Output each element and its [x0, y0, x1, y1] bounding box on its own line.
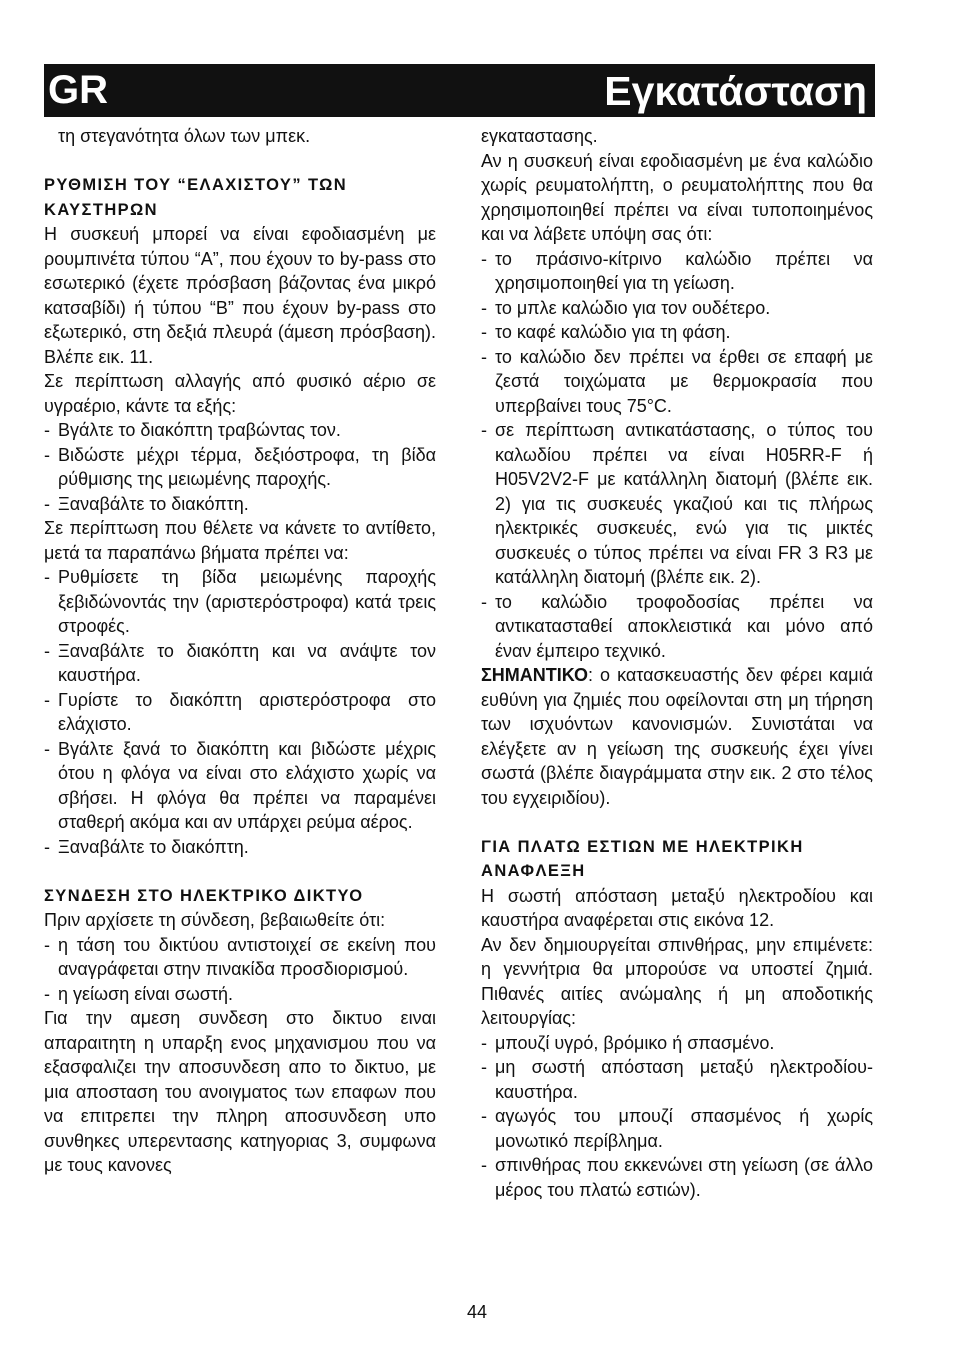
paragraph: Σε περίπτωση που θέλετε να κάνετε το αντίθετο, μετά τα παραπάνω βήματα πρέπει να:	[44, 518, 436, 563]
cause-list	[481, 1031, 873, 1203]
intro-text: τη στεγανότητα όλων των μπεκ.	[58, 126, 311, 146]
list-item: - Βιδώστε μέχρι τέρμα, δεξιόστροφα, τη βίδα ρύθμισης της μειωμένης παροχής.	[44, 443, 436, 492]
list-item: - Ξαναβάλτε το διακόπτη.	[44, 835, 436, 860]
list-item: - Βγάλτε το διακόπτη τραβώντας τον.	[44, 418, 436, 443]
list-item: - το καλώδιο τροφοδοσίας πρέπει να αντικατασταθεί αποκλειστικά και μόνο από έναν έμπειρο τεχνικό.	[481, 590, 873, 664]
section-heading-electric-ignition: ΓΙΑ ΠΛΑΤΩ ΕΣΤΙΩΝ ΜΕ ΗΛΕΚΤΡΙΚΗ ΑΝΑΦΛΕΞΗ	[481, 837, 804, 880]
list-item: - η γείωση είναι σωστή.	[44, 982, 436, 1007]
list-item: - σε περίπτωση αντικατάστασης, ο τύπος του καλωδίου πρέπει να είναι H05RR-F ή H05V2V2-F με κατάλληλη διατομή (βλέπε εικ. 2) για τις συσκευές γκαζιού και τις πλήρως ηλεκτρικές συσκευές, ενώ για τις μικτές συσκευές ο τύπος πρέπει να είναι FR 3 R3 με κατάλληλη διατομή (βλέπε εικ. 2).	[481, 418, 873, 590]
language-code: GR	[48, 68, 108, 112]
list-item: - μη σωστή απόσταση μεταξύ ηλεκτροδίου-καυστήρα.	[481, 1055, 873, 1104]
list-item: - η τάση του δικτύου αντιστοιχεί σε εκείνη που αναγράφεται στην πινακίδα προσδιορισμού.	[44, 933, 436, 982]
paragraph: Πριν αρχίσετε τη σύνδεση, βεβαιωθείτε ότι:	[44, 910, 386, 930]
list-item: - Ρυθμίσετε τη βίδα μειωμένης παροχής ξεβιδώνοντάς την (αριστερόστροφα) κατά τρεις στροφές.	[44, 565, 436, 639]
list-item: - αγωγός του μπουζί σπασμένος ή χωρίς μονωτικό περίβλημα.	[481, 1104, 873, 1153]
important-label: ΣΗΜΑΝΤΙΚΟ	[481, 665, 588, 685]
list-item: - Γυρίστε το διακόπτη αριστερόστροφα στο ελάχιστο.	[44, 688, 436, 737]
check-list	[44, 933, 436, 1007]
paragraph: Αν η συσκευή είναι εφοδιασμένη με ένα καλώδιο χωρίς ρευματολήπτη, ο ρευματολήπτης που θα χρησιμοποιηθεί πρέπει να είναι τυποποιημένος και να λάβετε υπόψη σας ότι:	[481, 150, 873, 244]
list-item: - σπινθήρας που εκκενώνει στη γείωση (σε άλλο μέρος του πλατώ εστιών).	[481, 1153, 873, 1202]
list-item: - το πράσινο-κίτρινο καλώδιο πρέπει να χρησιμοποιηθεί για τη γείωση.	[481, 247, 873, 296]
paragraph: Αν δεν δημιουργείται σπινθήρας, μην επιμένετε: η γεννήτρια θα μπορούσε να υποστεί ζημιά. Πιθανές αιτίες ανώμαλης ή μη αποδοτικής λειτουργίας:	[481, 934, 873, 1028]
list-item: - Ξαναβάλτε το διακόπτη και να ανάψτε τον καυστήρα.	[44, 639, 436, 688]
list-item: - το μπλε καλώδιο για τον ουδέτερο.	[481, 296, 873, 321]
list-item: - το καλώδιο δεν πρέπει να έρθει σε επαφή με ζεστά τοιχώματα με θερμοκρασία που υπερβαίνει τους 75°C.	[481, 345, 873, 419]
left-column	[44, 124, 436, 1178]
step-list	[44, 418, 436, 516]
list-item: - Ξαναβάλτε το διακόπτη.	[44, 492, 436, 517]
paragraph: Η σωστή απόσταση μεταξύ ηλεκτροδίου και καυστήρα αναφέρεται στις εικόνα 12.	[481, 885, 873, 930]
page-title: Εγκατάσταση	[604, 68, 867, 114]
important-text: : ο κατασκευαστής δεν φέρει καμιά ευθύνη για ζημιές που οφείλονται στη μη τήρηση των ισχυόντων κανονισμών. Συνιστάται να ελέγξετε αν η γείωση της συσκευής έχει γίνει σωστά (βλέπε διαγράμματα στην εικ. 2 στο τέλος του εγχειριδίου).	[481, 665, 873, 808]
step-list	[44, 565, 436, 859]
important-note	[481, 663, 873, 810]
list-item: - το καφέ καλώδιο για τη φάση.	[481, 320, 873, 345]
paragraph: Σε περίπτωση αλλαγής από φυσικό αέριο σε υγραέριο, κάντε τα εξής:	[44, 371, 436, 416]
section-heading-electrical-connection: ΣΥΝΔΕΣΗ ΣΤΟ ΗΛΕΚΤΡΙΚΟ ΔΙΚΤΥΟ	[44, 886, 364, 905]
page-header	[44, 64, 875, 117]
list-item: - Βγάλτε ξανά το διακόπτη και βιδώστε μέχρις ότου η φλόγα να είναι στο ελάχιστο χωρίς να σβήσει. Η φλόγα θα πρέπει να παραμένει σταθερή ακόμα και αν υπάρχει ρεύμα αέρος.	[44, 737, 436, 835]
paragraph: Η συσκευή μπορεί να είναι εφοδιασμένη με ρουμπινέτα τύπου “A”, που έχουν το by-pass στο εσωτερικό (έχετε πρόσβαση βάζοντας ένα μικρό κατσαβίδι) ή τύπου “B” που έχουν by-pass στο εξωτερικό, στη δεξιά πλευρά (άμεση πρόσβαση). Βλέπε εικ. 11.	[44, 224, 436, 367]
list-item: - μπουζί υγρό, βρόμικο ή σπασμένο.	[481, 1031, 873, 1056]
paragraph: Για την αμεση συνδεση στο δικτυο ειναι απαραιτητη η υπαρξη ενος μηχανισμου που να εξασφαλιζει την αποσυνδεση απο το δικτυο, με μια αποσταση του ανοιγματος των επαφων που να επιτρεπει την πληρη αποσυνδεση υπο συνθηκες υπερεντασης κατηγοριας 3, συμφωνα με τους κανονες	[44, 1008, 436, 1175]
page-number: 44	[466, 1302, 488, 1322]
wiring-list	[481, 247, 873, 664]
continued-text: εγκαταστασης.	[481, 126, 598, 146]
right-column	[481, 124, 873, 1202]
section-heading-minimum-setting: ΡΥΘΜΙΣΗ ΤΟΥ “ΕΛΑΧΙΣΤΟΥ” ΤΩΝ ΚΑΥΣΤΗΡΩΝ	[44, 176, 348, 219]
